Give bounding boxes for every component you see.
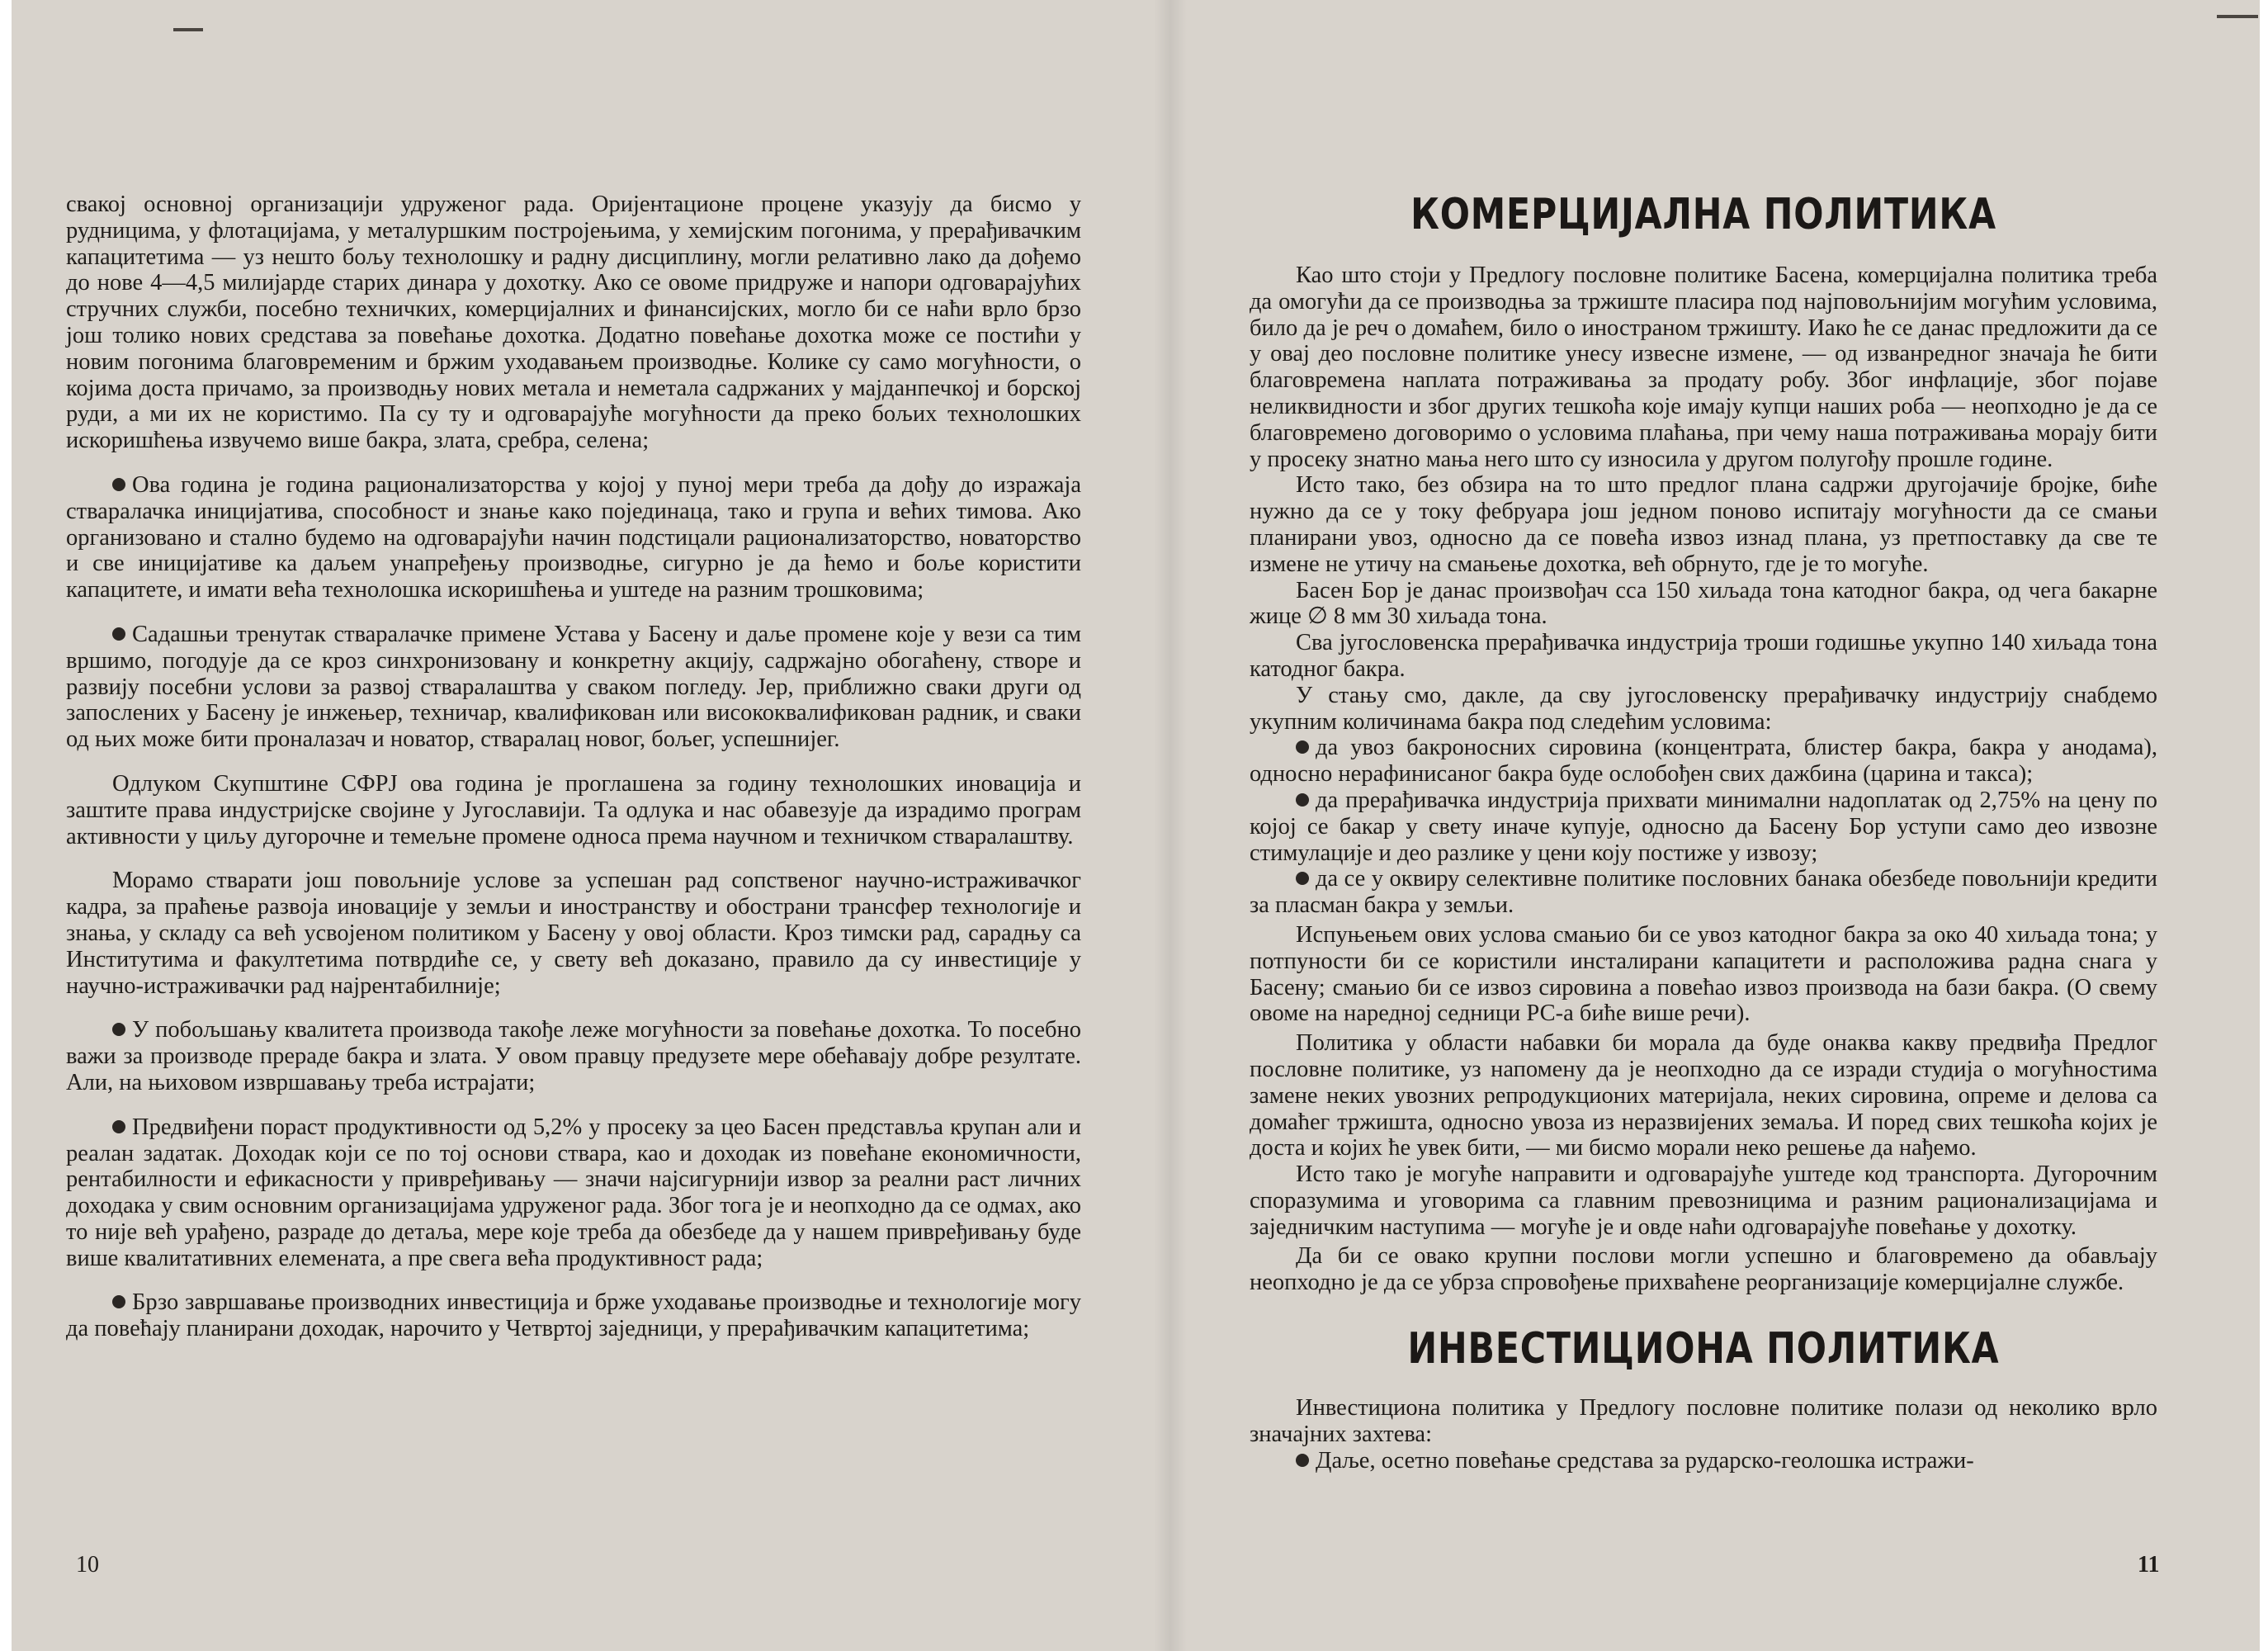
- paragraph-text: Ова година је година рационализаторства у којој у пуној мери треба да дођу до изражаја стваралачка иницијатива, способност и знање како појединаца, тако и група и већих тимова. Ако организовано и стално будемо на одговарајући начин подстицали рационализаторство, новаторство и све иницијативе ка даљем унапређењу производње, сигурно је да ћемо и боље користити капацитете, и имати већа технолошка искоришћења и уштеде на разним трошковима;: [66, 471, 1081, 603]
- paragraph-text: Даље, осетно повећање средстава за рударско-геолошка истражи-: [1316, 1447, 1974, 1474]
- paragraph-text: Исто тако, без обзира на то што предлог плана садржи другојачије бројке, биће нужно да се у току фебруара још једном поново испитају могућности да се смањи планирани увоз, односно да се повећа извоз изнад плана, уз претпоставку да све те измене не утичу на смањење дохотка, већ обрнуто, где је то могуће.: [1250, 472, 2157, 577]
- print-mark: [2217, 15, 2258, 18]
- section-heading-commercial: КОМЕРЦИЈАЛНА ПОЛИТИКА: [1410, 190, 1996, 239]
- bullet-paragraph: [1250, 788, 2157, 866]
- paragraph-text: Као што стоји у Предлогу пословне политике Басена, комерцијална политика треба да омогући да се производња за тржиште пласира под најповољнијим могућим условима, било да је реч о домаћем, било о иностраном тржишту. Иако ће се данас предложити да се у овај део пословне политике унесу извесне измене, — од изванредног значаја ће бити благовремена наплата потраживања за продату робу. Због инфлације, због појаве неликвидности и због других тешкоћа које имају купци наших роба — неопходно је да се благовремено договоримо о условима плаћања, при чему наша потраживања морају бити у просеку знатно мања него што су износила у другом полугођу прошле године.: [1250, 263, 2157, 472]
- paragraph: [1250, 1395, 2157, 1448]
- paragraph-text: да се у оквиру селективне политике пословних банака обезбеде повољнији кредити за пласман бакра у земљи.: [1250, 866, 2157, 919]
- paragraph-text: да увоз бакроносних сировина (концентрата, блистер бакра, бакра у анодама), односно нерафинисаног бакра буде ослобођен свих дажбина (царина и такса);: [1250, 735, 2157, 788]
- paragraph-text: Сва југословенска прерађивачка индустрија троши годишње укупно 140 хиљада тона катодног бакра.: [1250, 630, 2157, 682]
- paragraph-text: У побољшању квалитета производа такође леже могућности за повећање дохотка. То посебно важи за производе прераде бакра и злата. У овом правцу предузете мере обећавају добре резултате. Али, на њиховом извршавању треба истрајати;: [66, 1017, 1081, 1095]
- bullet-icon: [1296, 872, 1309, 885]
- investment-section-body: [1250, 1395, 2157, 1474]
- paragraph: [1250, 578, 2157, 631]
- bullet-icon: [112, 627, 125, 641]
- page-number: 11: [2138, 1552, 2160, 1578]
- bullet-paragraph: [66, 472, 1081, 603]
- bullet-icon: [1296, 740, 1309, 754]
- paragraph-text: Испуњењем ових услова смањио би се увоз катодног бакра за око 40 хиљада тона; у потпуности би се користили инсталирани капацитети и расположива радна снага у Басену; смањио би се извоз сировина а повећао извоз производа на бази бакра. (О свему овоме на наредној седници РС-а биће више речи).: [1250, 921, 2157, 1027]
- paragraph: [1250, 1243, 2157, 1296]
- paragraph-text: Садашњи тренутак стваралачке примене Устава у Басену и даље промене које у вези са тим вршимо, погодује да се кроз синхронизовану и конкретну акцију, садржајно обогаћену, створе и развију посебни услови за развој стваралаштва у сваком погледу. Јер, приближно сваки други од запослених у Басену је инжењер, техничар, квалификован или висококвалификован радник, и сваки од њих може бити проналазач и новатор, стваралац новог, бољег, успешнијег.: [66, 621, 1081, 753]
- bullet-paragraph: [1250, 866, 2157, 919]
- book-spine: [1154, 0, 1187, 1651]
- bullet-icon: [112, 1023, 125, 1036]
- paragraph: [1250, 630, 2157, 683]
- bullet-icon: [112, 1120, 125, 1133]
- section-heading-investment: ИНВЕСТИЦИОНА ПОЛИТИКА: [1407, 1324, 2000, 1374]
- document-spread: [12, 0, 2260, 1651]
- paragraph: [1250, 1030, 2157, 1161]
- bullet-icon: [1296, 1454, 1309, 1467]
- paragraph-text: Брзо завршавање производних инвестиција и брже уходавање производње и технологије могу да повећају планирани доходак, нарочито у Четвртој заједници, у прерађивачким капацитетима;: [66, 1289, 1081, 1342]
- paragraph: [66, 192, 1081, 454]
- paragraph-text: Морамо стварати још повољније услове за успешан рад сопственог научно-истраживачког кадра, за праћење развоја иновације у земљи и иностранству и обострани трансфер технологије и знања, у складу са већ усвојеном политиком у Басену у овој области. Кроз тимски рад, сарадњу са Институтима и факултетима потврдиће се, у свету већ доказано, правило да су инвестиције у научно-истраживачки рад најрентабилније;: [66, 868, 1081, 999]
- bullet-paragraph: [66, 1114, 1081, 1272]
- paragraph-text: да прерађивачка индустрија прихвати минимални надоплатак од 2,75% на цену по којој се бакар у свету иначе купује, односно да Басену Бор уступи само део извозне стимулације и део разлике у цени коју постиже у извозу;: [1250, 787, 2157, 866]
- bullet-icon: [112, 1295, 125, 1308]
- paragraph: [66, 868, 1081, 999]
- paragraph-text: Басен Бор је данас произвођач сса 150 хиљада тона катодног бакра, од чега бакарне жице ∅ 8 мм 30 хиљада тона.: [1250, 577, 2157, 630]
- bullet-paragraph: [1250, 1448, 2157, 1474]
- bullet-paragraph: [1250, 735, 2157, 788]
- paragraph: [1250, 1161, 2157, 1240]
- paragraph: [1250, 472, 2157, 577]
- paragraph: [1250, 263, 2157, 472]
- paragraph: [1250, 922, 2157, 1027]
- left-page: [66, 0, 1081, 1651]
- bullet-paragraph: [66, 1289, 1081, 1342]
- paragraph-text: свакој основној организацији удруженог рада. Оријентационе процене указују да бисмо у рудницима, у флотацијама, у металуршким постројењима, у хемијским погонима, у прерађивачким капацитетима — уз нешто бољу технолошку и радну дисциплину, могли релативно лако да дођемо до нове 4—4,5 милијарде старих динара у дохотку. Ако се овоме придруже и напори одговарајућих стручних служби, посебно техничких, комерцијалних и финансијских, могло би се наћи врло брзо још толико нових средстава за повећање дохотка. Додатно повећање дохотка може се постићи у новим погонима благовременим и бржим уходавањем производње. Колике су само могућности, о којима доста причамо, за производњу нових метала и неметала садржаних у мајданпечкој и борској руди, а ми их не користимо. Па су ту и одговарајуће могућности да преко бољих технолошких искоришћења извучемо више бакра, злата, сребра, селена;: [66, 192, 1081, 454]
- commercial-section-body: [1250, 263, 2157, 1296]
- paragraph-text: У стању смо, дакле, да сву југословенску прерађивачку индустрију снабдемо укупним количинама бакра под следећим условима:: [1250, 682, 2157, 735]
- paragraph-text: Одлуком Скупштине СФРЈ ова година је проглашена за годину технолошких иновација и заштите права индустријске својине у Југославији. Та одлука и нас обавезује да израдимо програм активности у циљу дугорочне и темељне промене односа према научном и техничком стваралаштву.: [66, 770, 1081, 849]
- bullet-icon: [1296, 793, 1309, 807]
- paragraph-text: Политика у области набавки би морала да буде онаква какву предвиђа Предлог пословне политике, уз напомену да је неопходно да се изради студија о могућностима замене неких увозних репродукционих материјала, неких сировина, опреме и делова са домаћег тржишта, односно увоза из неразвијених земаља. И поред свих тешкоћа којих је доста и којих ће увек бити, — ми бисмо морали неко решење да нађемо.: [1250, 1030, 2157, 1161]
- paragraph: [1250, 683, 2157, 736]
- bullet-paragraph: [66, 1017, 1081, 1095]
- bullet-icon: [112, 478, 125, 491]
- paragraph-text: Да би се овако крупни послови могли успешно и благовремено да обављају неопходно је да се убрза спровођење прихваћене реорганизације комерцијалне службе.: [1250, 1243, 2157, 1296]
- paragraph-text: Инвестициона политика у Предлогу пословне политике полази од неколико врло значајних захтева:: [1250, 1395, 2157, 1447]
- paragraph-text: Исто тако је могуће направити и одговарајуће уштеде код транспорта. Дугорочним споразумима и уговорима са главним превозницима и разним рационализацијама и заједничким наступима — могуће је и овде наћи одговарајуће повећање у дохотку.: [1250, 1161, 2157, 1240]
- bullet-paragraph: [66, 622, 1081, 753]
- page-number: 10: [76, 1552, 99, 1578]
- paragraph: [66, 771, 1081, 849]
- paragraph-text: Предвиђени пораст продуктивности од 5,2% у просеку за цео Басен представља крупан али и реалан задатак. Доходак који се по тој основи ствара, као и доходак из повећане економичности, рентабилности и ефикасности у привређивању — значи најсигурнији извор за реални раст личних доходака у свим основним организацијама удруженог рада. Због тога је и неопходно да се одмах, ако то није већ урађено, разраде до детаља, мере које треба да обезбеде да у нашем привређивању буде више квалитативних елемената, а пре свега већа продуктивност рада;: [66, 1114, 1081, 1271]
- right-page: [1250, 0, 2160, 1651]
